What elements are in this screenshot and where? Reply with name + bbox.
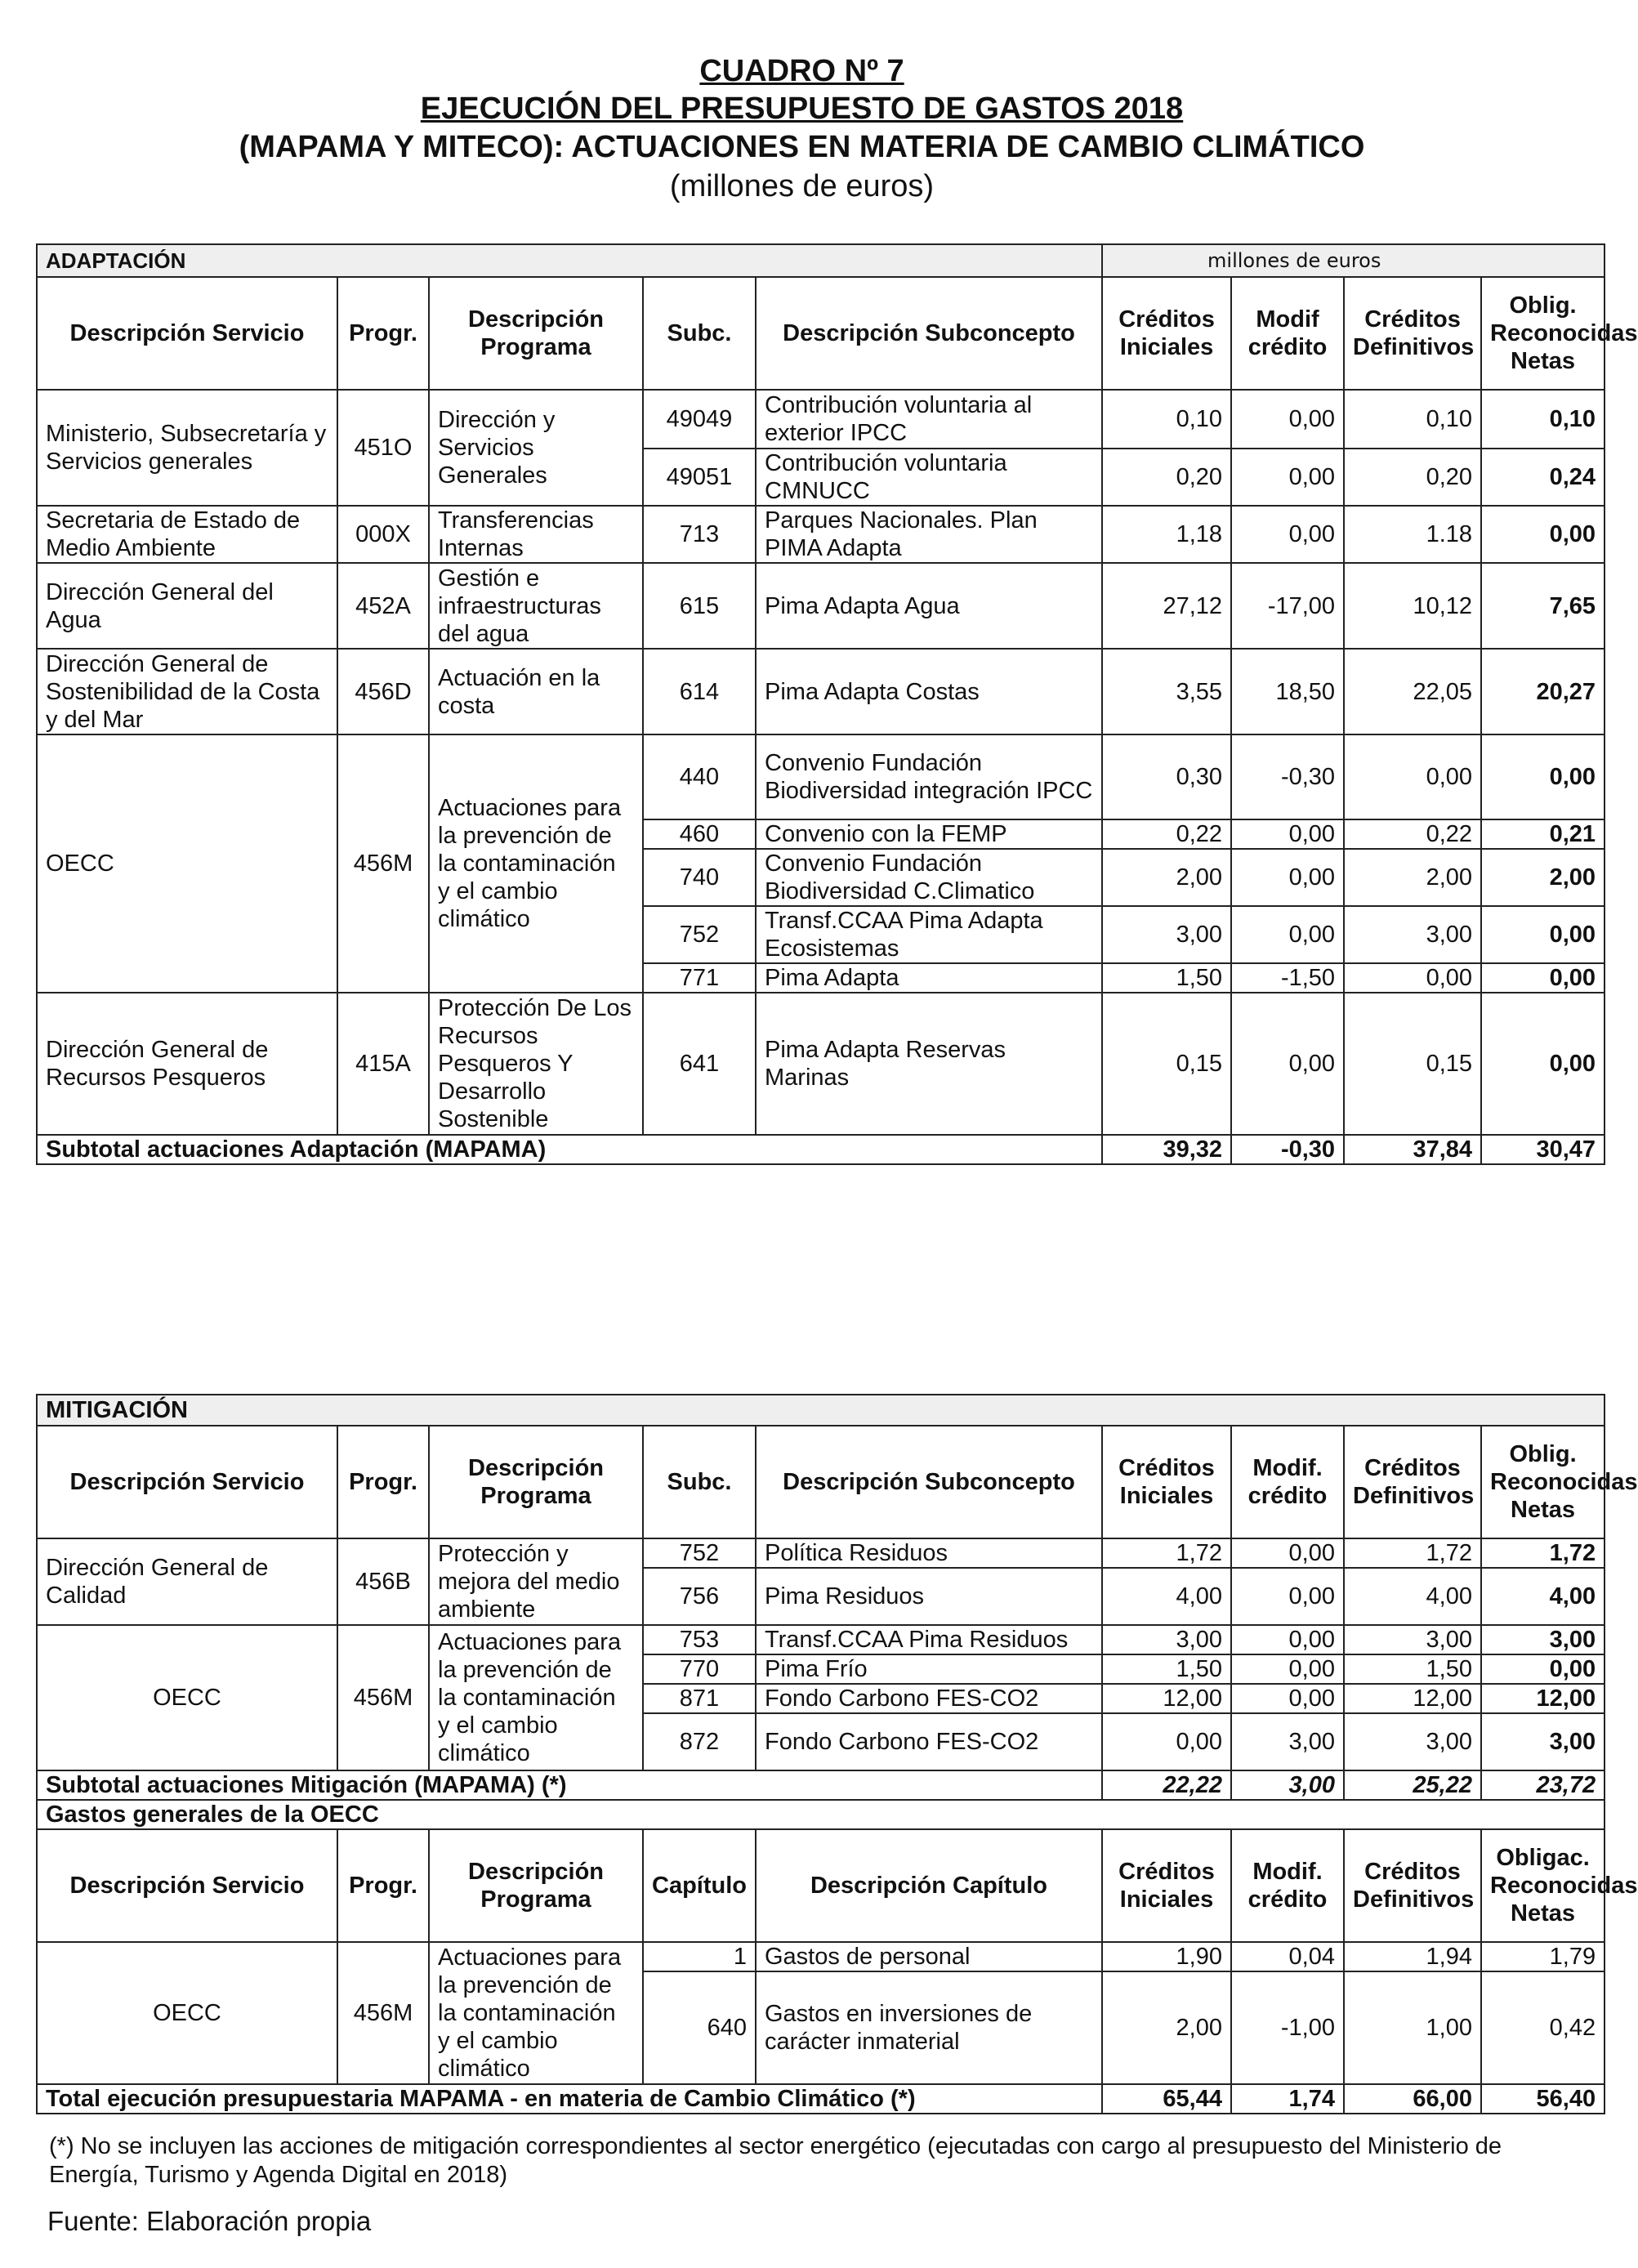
chapter-desc: Gastos de personal xyxy=(756,1942,1102,1971)
program-desc: Actuaciones para la prevención de la contaminación y el cambio climático xyxy=(429,734,643,993)
section-bar xyxy=(37,244,1605,277)
obligations: 12,00 xyxy=(1481,1684,1605,1713)
initial-credit: 0,20 xyxy=(1102,449,1231,506)
program-desc: Actuación en la costa xyxy=(429,649,643,734)
service-cell: OECC xyxy=(37,1942,337,2084)
modification: 0,00 xyxy=(1231,819,1344,849)
modification: -0,30 xyxy=(1231,734,1344,819)
total-modification: 1,74 xyxy=(1231,2084,1344,2114)
subc-code: 740 xyxy=(643,849,756,906)
subc-code: 872 xyxy=(643,1713,756,1770)
final-credit: 4,00 xyxy=(1344,1568,1481,1625)
modification: 18,50 xyxy=(1231,649,1344,734)
final-credit: 2,00 xyxy=(1344,849,1481,906)
subc-code: 440 xyxy=(643,734,756,819)
subc-desc: Contribución voluntaria CMNUCC xyxy=(756,449,1102,506)
col-header: Modif. crédito xyxy=(1231,1829,1344,1942)
obligations: 3,00 xyxy=(1481,1625,1605,1654)
initial-credit: 0,15 xyxy=(1102,993,1231,1135)
modification: -17,00 xyxy=(1231,563,1344,649)
section-bar xyxy=(37,1395,1605,1426)
subtotal-row xyxy=(37,1770,1605,1800)
col-header: Subc. xyxy=(643,277,756,390)
units-label: millones de euros xyxy=(1102,244,1605,277)
mitigation-table xyxy=(36,1394,1638,2114)
subtotal-obligations: 30,47 xyxy=(1481,1135,1605,1164)
service-cell: Dirección General de Calidad xyxy=(37,1538,337,1625)
service-cell: OECC xyxy=(37,734,337,993)
initial-credit: 0,22 xyxy=(1102,819,1231,849)
initial-credit: 0,30 xyxy=(1102,734,1231,819)
initial-credit: 1,72 xyxy=(1102,1538,1231,1568)
initial-credit: 1,18 xyxy=(1102,506,1231,563)
subtotal-final: 37,84 xyxy=(1344,1135,1481,1164)
service-cell: Dirección General de Recursos Pesqueros xyxy=(37,993,337,1135)
obligations: 0,21 xyxy=(1481,819,1605,849)
obligations: 1,72 xyxy=(1481,1538,1605,1568)
col-header: Descripción Subconcepto xyxy=(756,1426,1102,1538)
final-credit: 0,22 xyxy=(1344,819,1481,849)
total-label: Total ejecución presupuestaria MAPAMA - en materia de Cambio Climático (*) xyxy=(37,2084,1102,2114)
obligations: 2,00 xyxy=(1481,849,1605,906)
initial-credit: 1,50 xyxy=(1102,963,1231,993)
subc-code: 49049 xyxy=(643,390,756,449)
table-header xyxy=(37,1426,1605,1538)
program-desc: Actuaciones para la prevención de la contaminación y el cambio climático xyxy=(429,1625,643,1770)
subc-code: 615 xyxy=(643,563,756,649)
modification: 0,00 xyxy=(1231,1684,1344,1713)
obligations: 0,00 xyxy=(1481,1654,1605,1684)
modification: 3,00 xyxy=(1231,1713,1344,1770)
table-header xyxy=(37,277,1605,390)
subc-code: 871 xyxy=(643,1684,756,1713)
modification: 0,00 xyxy=(1231,906,1344,963)
service-cell: Dirección General de Sostenibilidad de la Costa y del Mar xyxy=(37,649,337,734)
col-header: Créditos Iniciales xyxy=(1102,277,1231,390)
service-cell: Secretaria de Estado de Medio Ambiente xyxy=(37,506,337,563)
table-row xyxy=(37,1625,1605,1654)
initial-credit: 3,00 xyxy=(1102,906,1231,963)
obligations: 0,42 xyxy=(1481,1971,1605,2084)
obligations: 7,65 xyxy=(1481,563,1605,649)
subc-desc: Contribución voluntaria al exterior IPCC xyxy=(756,390,1102,449)
col-header: Descripción Programa xyxy=(429,1829,643,1942)
modification: 0,00 xyxy=(1231,993,1344,1135)
obligations: 0,00 xyxy=(1481,734,1605,819)
table-row xyxy=(37,993,1605,1135)
col-header: Progr. xyxy=(337,1426,429,1538)
subc-desc: Parques Nacionales. Plan PIMA Adapta xyxy=(756,506,1102,563)
col-header: Descripción Subconcepto xyxy=(756,277,1102,390)
col-header: Créditos Definitivos xyxy=(1344,1426,1481,1538)
modification: -1,00 xyxy=(1231,1971,1344,2084)
subc-desc: Transf.CCAA Pima Adapta Ecosistemas xyxy=(756,906,1102,963)
subc-desc: Pima Adapta Reservas Marinas xyxy=(756,993,1102,1135)
modification: 0,04 xyxy=(1231,1942,1344,1971)
final-credit: 0,00 xyxy=(1344,963,1481,993)
final-credit: 22,05 xyxy=(1344,649,1481,734)
table-row xyxy=(37,649,1605,734)
section-title: MITIGACIÓN xyxy=(37,1395,1605,1426)
initial-credit: 1,50 xyxy=(1102,1654,1231,1684)
initial-credit: 3,55 xyxy=(1102,649,1231,734)
units-caption: (millones de euros) xyxy=(669,169,935,203)
col-header: Subc. xyxy=(643,1426,756,1538)
document-subtitle: (MAPAMA Y MITECO): ACTUACIONES EN MATERIA DE CAMBIO CLIMÁTICO xyxy=(239,130,1365,164)
subtotal-modification: -0,30 xyxy=(1231,1135,1344,1164)
obligations: 4,00 xyxy=(1481,1568,1605,1625)
final-credit: 3,00 xyxy=(1344,906,1481,963)
subc-desc: Pima Adapta Costas xyxy=(756,649,1102,734)
subc-desc: Fondo Carbono FES-CO2 xyxy=(756,1684,1102,1713)
final-credit: 3,00 xyxy=(1344,1713,1481,1770)
final-credit: 1,00 xyxy=(1344,1971,1481,2084)
col-header: Descripción Servicio xyxy=(37,1426,337,1538)
final-credit: 0,10 xyxy=(1344,390,1481,449)
program-desc: Protección y mejora del medio ambiente xyxy=(429,1538,643,1625)
table-number: CUADRO Nº 7 xyxy=(699,54,904,88)
program-desc: Protección De Los Recursos Pesqueros Y Desarrollo Sostenible xyxy=(429,993,643,1135)
program-code: 452A xyxy=(337,563,429,649)
chapter-desc: Gastos en inversiones de carácter inmaterial xyxy=(756,1971,1102,2084)
final-credit: 0,20 xyxy=(1344,449,1481,506)
modification: -1,50 xyxy=(1231,963,1344,993)
table-row xyxy=(37,390,1605,449)
col-header: Descripción Capítulo xyxy=(756,1829,1102,1942)
initial-credit: 27,12 xyxy=(1102,563,1231,649)
program-code: 456B xyxy=(337,1538,429,1625)
program-desc: Dirección y Servicios Generales xyxy=(429,390,643,506)
total-initial: 65,44 xyxy=(1102,2084,1231,2114)
subc-desc: Pima Frío xyxy=(756,1654,1102,1684)
subc-desc: Pima Adapta xyxy=(756,963,1102,993)
subc-code: 460 xyxy=(643,819,756,849)
subc-desc: Convenio con la FEMP xyxy=(756,819,1102,849)
program-code: 456M xyxy=(337,1942,429,2084)
modification: 0,00 xyxy=(1231,1625,1344,1654)
final-credit: 12,00 xyxy=(1344,1684,1481,1713)
subtotal-obligations: 23,72 xyxy=(1481,1770,1605,1800)
total-obligations: 56,40 xyxy=(1481,2084,1605,2114)
obligations: 0,00 xyxy=(1481,506,1605,563)
obligations: 0,00 xyxy=(1481,906,1605,963)
col-header: Descripción Programa xyxy=(429,1426,643,1538)
final-credit: 1,50 xyxy=(1344,1654,1481,1684)
program-code: 451O xyxy=(337,390,429,506)
chapter-code: 1 xyxy=(643,1942,756,1971)
section-title: Gastos generales de la OECC xyxy=(37,1800,1605,1829)
subtotal-initial: 39,32 xyxy=(1102,1135,1231,1164)
subtotal-initial: 22,22 xyxy=(1102,1770,1231,1800)
subc-code: 614 xyxy=(643,649,756,734)
obligations: 3,00 xyxy=(1481,1713,1605,1770)
program-desc: Transferencias Internas xyxy=(429,506,643,563)
service-cell: Ministerio, Subsecretaría y Servicios generales xyxy=(37,390,337,506)
col-header: Progr. xyxy=(337,1829,429,1942)
modification: 0,00 xyxy=(1231,849,1344,906)
total-final: 66,00 xyxy=(1344,2084,1481,2114)
initial-credit: 2,00 xyxy=(1102,849,1231,906)
service-cell: OECC xyxy=(37,1625,337,1770)
col-header: Modif crédito xyxy=(1231,277,1344,390)
subc-code: 713 xyxy=(643,506,756,563)
obligations: 0,10 xyxy=(1481,390,1605,449)
section-title: ADAPTACIÓN xyxy=(37,244,1102,277)
subc-code: 752 xyxy=(643,1538,756,1568)
subc-code: 756 xyxy=(643,1568,756,1625)
program-desc: Actuaciones para la prevención de la contaminación y el cambio climático xyxy=(429,1942,643,2084)
col-header: Créditos Iniciales xyxy=(1102,1829,1231,1942)
obligations: 0,24 xyxy=(1481,449,1605,506)
subc-code: 49051 xyxy=(643,449,756,506)
modification: 0,00 xyxy=(1231,449,1344,506)
document-title: EJECUCIÓN DEL PRESUPUESTO DE GASTOS 2018 xyxy=(420,92,1184,126)
col-header: Créditos Iniciales xyxy=(1102,1426,1231,1538)
service-cell: Dirección General del Agua xyxy=(37,563,337,649)
program-code: 000X xyxy=(337,506,429,563)
footnote: (*) No se incluyen las acciones de mitigación correspondientes al sector energético (ejecutadas con cargo al presupuesto del Ministerio de Energía, Turismo y Agenda Digital en 2018) xyxy=(49,2133,1502,2188)
adaptation-table xyxy=(36,243,1638,1165)
obligations: 0,00 xyxy=(1481,993,1605,1135)
program-desc: Gestión e infraestructuras del agua xyxy=(429,563,643,649)
initial-credit: 0,00 xyxy=(1102,1713,1231,1770)
total-row xyxy=(37,2084,1605,2114)
final-credit: 0,00 xyxy=(1344,734,1481,819)
initial-credit: 4,00 xyxy=(1102,1568,1231,1625)
initial-credit: 12,00 xyxy=(1102,1684,1231,1713)
subc-code: 752 xyxy=(643,906,756,963)
initial-credit: 3,00 xyxy=(1102,1625,1231,1654)
modification: 0,00 xyxy=(1231,1654,1344,1684)
program-code: 415A xyxy=(337,993,429,1135)
subc-desc: Convenio Fundación Biodiversidad integración IPCC xyxy=(756,734,1102,819)
col-header: Créditos Definitivos xyxy=(1344,277,1481,390)
final-credit: 0,15 xyxy=(1344,993,1481,1135)
source-note: Fuente: Elaboración propia xyxy=(47,2206,372,2236)
col-header: Descripción Servicio xyxy=(37,1829,337,1942)
final-credit: 10,12 xyxy=(1344,563,1481,649)
subtotal-row xyxy=(37,1135,1605,1164)
obligations: 20,27 xyxy=(1481,649,1605,734)
subtotal-final: 25,22 xyxy=(1344,1770,1481,1800)
col-header: Créditos Definitivos xyxy=(1344,1829,1481,1942)
table-row xyxy=(37,1538,1605,1568)
col-header: Progr. xyxy=(337,277,429,390)
col-header: Obligac. Reconocidas Netas xyxy=(1481,1829,1605,1942)
subc-desc: Pima Adapta Agua xyxy=(756,563,1102,649)
modification: 0,00 xyxy=(1231,506,1344,563)
table-row xyxy=(37,563,1605,649)
table-row xyxy=(37,506,1605,563)
col-header: Descripción Programa xyxy=(429,277,643,390)
subc-desc: Convenio Fundación Biodiversidad C.Climatico xyxy=(756,849,1102,906)
table-row xyxy=(37,734,1605,819)
program-code: 456M xyxy=(337,734,429,993)
initial-credit: 1,90 xyxy=(1102,1942,1231,1971)
final-credit: 1.18 xyxy=(1344,506,1481,563)
modification: 0,00 xyxy=(1231,390,1344,449)
subc-desc: Pima Residuos xyxy=(756,1568,1102,1625)
subtotal-modification: 3,00 xyxy=(1231,1770,1344,1800)
subc-desc: Fondo Carbono FES-CO2 xyxy=(756,1713,1102,1770)
subc-desc: Transf.CCAA Pima Residuos xyxy=(756,1625,1102,1654)
subc-code: 753 xyxy=(643,1625,756,1654)
subc-code: 771 xyxy=(643,963,756,993)
initial-credit: 0,10 xyxy=(1102,390,1231,449)
subc-code: 770 xyxy=(643,1654,756,1684)
chapter-code: 640 xyxy=(643,1971,756,2084)
subtotal-label: Subtotal actuaciones Mitigación (MAPAMA) (*) xyxy=(37,1770,1102,1800)
col-header: Descripción Servicio xyxy=(37,277,337,390)
program-code: 456D xyxy=(337,649,429,734)
modification: 0,00 xyxy=(1231,1538,1344,1568)
initial-credit: 2,00 xyxy=(1102,1971,1231,2084)
obligations: 0,00 xyxy=(1481,963,1605,993)
final-credit: 1,72 xyxy=(1344,1538,1481,1568)
col-header: Modif. crédito xyxy=(1231,1426,1344,1538)
table-row xyxy=(37,1942,1605,1971)
table-header xyxy=(37,1829,1605,1942)
col-header: Oblig. Reconocidas Netas xyxy=(1481,1426,1605,1538)
final-credit: 3,00 xyxy=(1344,1625,1481,1654)
program-code: 456M xyxy=(337,1625,429,1770)
subc-code: 641 xyxy=(643,993,756,1135)
subc-desc: Política Residuos xyxy=(756,1538,1102,1568)
modification: 0,00 xyxy=(1231,1568,1344,1625)
section-bar xyxy=(37,1800,1605,1829)
col-header: Capítulo xyxy=(643,1829,756,1942)
final-credit: 1,94 xyxy=(1344,1942,1481,1971)
obligations: 1,79 xyxy=(1481,1942,1605,1971)
subtotal-label: Subtotal actuaciones Adaptación (MAPAMA) xyxy=(37,1135,1102,1164)
col-header: Oblig. Reconocidas Netas xyxy=(1481,277,1605,390)
